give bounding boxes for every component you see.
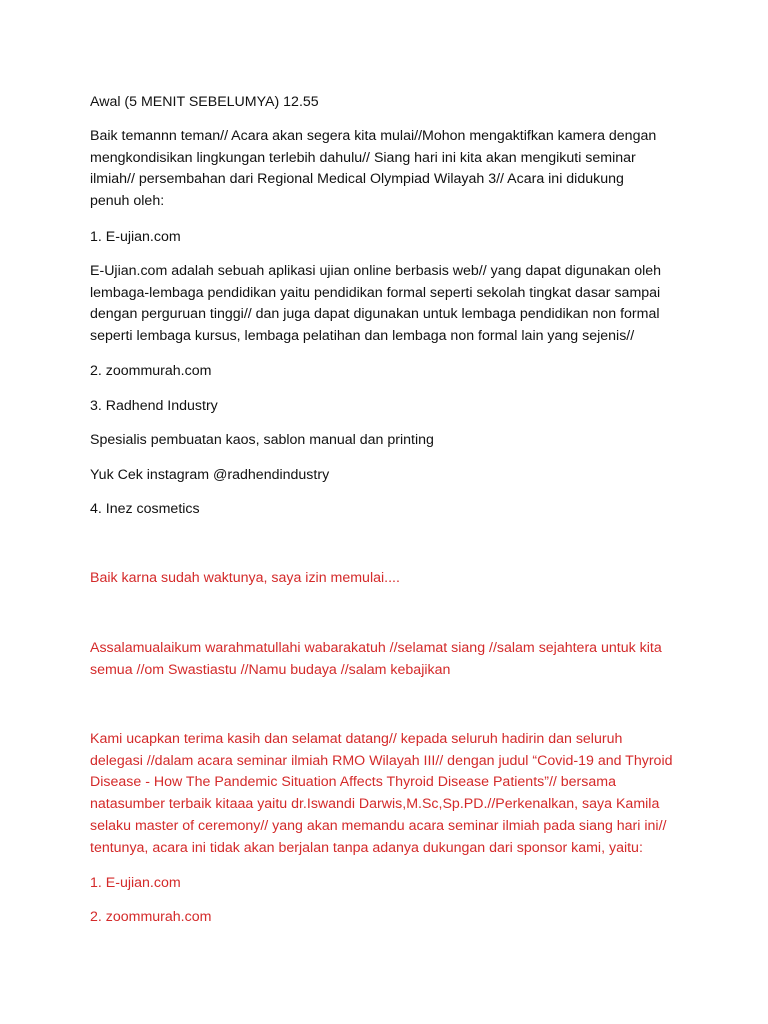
intro-line: penuh oleh: — [90, 193, 165, 210]
welcome-line: Disease - How The Pandemic Situation Affects Thyroid Disease Patients”// bersama — [90, 774, 616, 791]
intro-paragraph — [90, 126, 690, 213]
intro-line: mengkondisikan lingkungan terlebih dahulu// Siang hari ini kita akan mengikuti seminar — [90, 149, 636, 166]
intro-line: ilmiah// persembahan dari Regional Medical Olympiad Wilayah 3// Acara ini didukung — [90, 171, 624, 188]
sponsor-eujian-description — [90, 261, 690, 348]
description-line: lembaga-lembaga pendidikan yaitu pendidikan formal seperti sekolah tingkat dasar sampai — [90, 284, 661, 301]
sponsor-item-zoommurah: 2. zoommurah.com — [90, 363, 212, 379]
greeting-line: semua //om Swastiastu //Namu budaya //salam kebajikan — [90, 661, 451, 678]
opening-line: Baik karna sudah waktunya, saya izin memulai.... — [90, 570, 400, 586]
sponsor-item-inez: 4. Inez cosmetics — [90, 501, 200, 517]
sponsor-radhend-description: Spesialis pembuatan kaos, sablon manual dan printing — [90, 432, 434, 448]
welcome-line: natasumber terbaik kitaaa yaitu dr.Iswandi Darwis,M.Sc,Sp.PD.//Perkenalkan, saya Kamila — [90, 796, 660, 813]
intro-line: Baik temannn teman// Acara akan segera kita mulai//Mohon mengaktifkan kamera dengan — [90, 128, 657, 144]
greeting-line: Assalamualaikum warahmatullahi wabarakatuh //selamat siang //salam sejahtera untuk kita — [90, 640, 662, 656]
greeting-paragraph — [90, 638, 690, 681]
red-sponsor-item-zoommurah: 2. zoommurah.com — [90, 909, 212, 925]
sponsor-item-radhend: 3. Radhend Industry — [90, 398, 218, 414]
red-sponsor-item-eujian: 1. E-ujian.com — [90, 875, 181, 891]
description-line: E-Ujian.com adalah sebuah aplikasi ujian online berbasis web// yang dapat digunakan oleh — [90, 263, 662, 279]
welcome-line: Kami ucapkan terima kasih dan selamat datang// kepada seluruh hadirin dan seluruh — [90, 731, 623, 747]
sponsor-item-eujian: 1. E-ujian.com — [90, 229, 181, 245]
welcome-line: tentunya, acara ini tidak akan berjalan tanpa adanya dukungan dari sponsor kami, yaitu: — [90, 839, 643, 856]
document-heading: Awal (5 MENIT SEBELUMYA) 12.55 — [90, 94, 319, 110]
description-line: seperti lembaga kursus, lembaga pelatihan dan lembaga non formal lain yang sejenis// — [90, 328, 635, 345]
sponsor-radhend-instagram: Yuk Cek instagram @radhendindustry — [90, 467, 330, 483]
welcome-line: delegasi //dalam acara seminar ilmiah RMO Wilayah III// dengan judul “Covid-19 and Thyroid — [90, 752, 673, 769]
welcome-line: selaku master of ceremony// yang akan memandu acara seminar ilmiah pada siang hari ini// — [90, 817, 667, 834]
welcome-paragraph — [90, 729, 690, 859]
description-line: dengan perguruan tinggi// dan juga dapat digunakan untuk lembaga pendidikan non formal — [90, 306, 660, 323]
